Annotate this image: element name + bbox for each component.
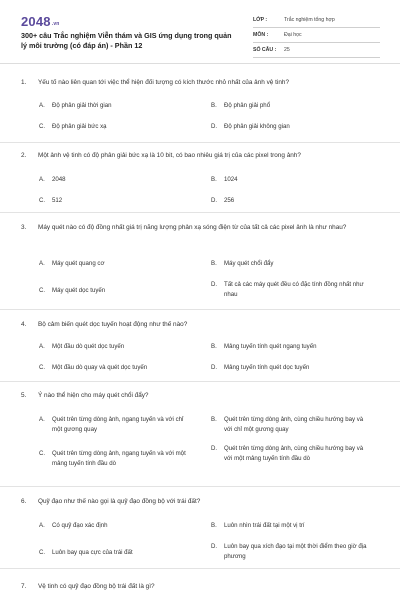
answer-option[interactable]: [39, 363, 189, 373]
info-value: Trắc nghiệm tổng hợp: [284, 17, 335, 23]
question-item: [0, 64, 400, 143]
info-label: MÔN :: [253, 32, 269, 38]
option-text: Độ phân giải thời gian: [52, 102, 112, 109]
question-item: [0, 310, 400, 382]
option-text: Máy quét quang cơ: [52, 260, 105, 267]
info-label: LỚP :: [253, 17, 268, 23]
option-text: Quét trên từng dòng ảnh, cùng chiều hướng bay và với chỉ một gương quay: [224, 416, 364, 433]
option-text: 512: [52, 197, 63, 204]
answer-option[interactable]: [39, 286, 189, 296]
info-row-count: [253, 43, 380, 58]
option-letter: B.: [211, 343, 217, 350]
question-text: 3. Máy quét nào có độ đồng nhất giá trị năng lượng phản xạ sóng điện từ của tất cả các pixel ảnh là như nhau?: [21, 224, 347, 231]
option-text: Luôn bay qua xích đạo tại một thời điểm theo giờ địa phương: [224, 543, 367, 560]
option-letter: C.: [39, 364, 46, 371]
answer-option[interactable]: [211, 196, 371, 206]
option-text: Độ phân giải không gian: [224, 123, 290, 130]
option-letter: C.: [39, 287, 46, 294]
info-panel: [253, 13, 380, 58]
answer-option[interactable]: [211, 415, 371, 434]
option-letter: B.: [211, 416, 217, 423]
option-text: Quét trên từng dòng ảnh, ngang tuyến và với một mảng tuyến tính đầu dò: [52, 450, 186, 467]
option-letter: A.: [39, 260, 45, 267]
question-item: [0, 569, 400, 600]
option-letter: B.: [211, 176, 217, 183]
option-text: Luôn nhìn trái đất tại một vị trí: [224, 522, 305, 529]
option-letter: D.: [211, 281, 218, 288]
answer-option[interactable]: [211, 175, 371, 185]
question-text: 5. Ý nào thể hiện cho máy quét chổi đẩy?: [21, 392, 149, 399]
option-text: 256: [224, 197, 235, 204]
answer-option[interactable]: [211, 122, 371, 132]
option-letter: D.: [211, 543, 218, 550]
option-text: Máy quét chổi đẩy: [224, 260, 274, 267]
option-text: 2048: [52, 176, 66, 183]
option-letter: B.: [211, 102, 217, 109]
question-text: 2. Một ảnh vệ tinh có độ phân giải bức xạ là 10 bit, có bao nhiêu giá trị của các pixel trong ảnh?: [21, 152, 301, 159]
option-letter: A.: [39, 416, 45, 423]
option-text: Độ phân giải phổ: [224, 102, 271, 109]
answer-option[interactable]: [39, 342, 189, 352]
answer-option[interactable]: [39, 196, 189, 206]
option-letter: C.: [39, 197, 46, 204]
answer-option[interactable]: [39, 548, 189, 558]
answer-option[interactable]: [39, 415, 189, 434]
logo-sub: .vn: [51, 21, 60, 27]
question-text: 1. Yếu tố nào liên quan tới việc thể hiện đối tượng có kích thước nhỏ nhất của ảnh vệ tinh?: [21, 79, 289, 86]
option-letter: C.: [39, 450, 46, 457]
option-text: Một đầu dò quét dọc tuyến: [52, 343, 125, 350]
question-number: 1.: [21, 79, 27, 86]
answer-option[interactable]: [211, 444, 371, 463]
question-text: 7. Vệ tinh có quỹ đạo đồng bộ trái đất là gì?: [21, 583, 155, 590]
question-number: 5.: [21, 392, 27, 399]
option-text: Tất cả các máy quét đều có đặc tính đồng nhất như nhau: [224, 281, 364, 298]
question-item: [0, 213, 400, 310]
answer-option[interactable]: [211, 259, 371, 269]
option-letter: B.: [211, 260, 217, 267]
option-text: Quét trên từng dòng ảnh, ngang tuyến và với chỉ một gương quay: [52, 416, 184, 433]
logo-main: 2048: [21, 14, 51, 29]
option-letter: A.: [39, 176, 45, 183]
option-letter: D.: [211, 197, 218, 204]
option-letter: A.: [39, 343, 45, 350]
question-number: 6.: [21, 498, 27, 505]
site-logo[interactable]: [21, 14, 60, 29]
option-letter: C.: [39, 123, 46, 130]
page-header: [0, 0, 400, 64]
answer-option[interactable]: [39, 175, 189, 185]
question-text: 6. Quỹ đạo như thế nào gọi là quỹ đạo đồng bộ với trái đất?: [21, 498, 201, 505]
answer-option[interactable]: [211, 101, 371, 111]
option-letter: A.: [39, 102, 45, 109]
answer-option[interactable]: [211, 280, 371, 299]
answer-option[interactable]: [39, 122, 189, 132]
page-title: 300+ câu Trắc nghiệm Viễn thám và GIS ứng dụng trong quản lý môi trường (có đáp án) - Phần 12: [21, 31, 232, 50]
info-row-subject: [253, 28, 380, 43]
option-text: Máy quét dọc tuyến: [52, 287, 106, 294]
info-value: 25: [284, 47, 290, 53]
option-letter: D.: [211, 445, 218, 452]
answer-option[interactable]: [39, 101, 189, 111]
option-letter: B.: [211, 522, 217, 529]
option-letter: C.: [39, 549, 46, 556]
option-text: Mảng tuyến tính quét ngang tuyến: [224, 343, 317, 350]
option-letter: D.: [211, 123, 218, 130]
info-value: Đại học: [284, 32, 302, 38]
question-item: [0, 487, 400, 569]
question-text: 4. Bộ cảm biến quét dọc tuyến hoạt động như thế nào?: [21, 321, 188, 328]
answer-option[interactable]: [39, 449, 189, 468]
question-number: 3.: [21, 224, 27, 231]
option-letter: A.: [39, 522, 45, 529]
option-text: 1024: [224, 176, 238, 183]
option-text: Mảng tuyến tính quét dọc tuyến: [224, 364, 310, 371]
answer-option[interactable]: [211, 363, 371, 373]
option-text: Một đầu dò quay và quét dọc tuyến: [52, 364, 148, 371]
question-item: [0, 382, 400, 487]
option-text: Độ phân giải bức xạ: [52, 123, 107, 130]
info-label: SỐ CÂU :: [253, 47, 277, 53]
answer-option[interactable]: [211, 521, 371, 531]
answer-option[interactable]: [211, 542, 371, 561]
question-number: 4.: [21, 321, 27, 328]
option-text: Luôn bay qua cực của trái đất: [52, 549, 133, 556]
info-row-class: [253, 13, 380, 28]
answer-option[interactable]: [39, 259, 189, 269]
option-letter: D.: [211, 364, 218, 371]
option-text: Có quỹ đạo xác định: [52, 522, 108, 529]
question-number: 2.: [21, 152, 27, 159]
option-text: Quét trên từng dòng ảnh, cùng chiều hướng bay và với một mảng tuyến tính đầu dò: [224, 445, 364, 462]
answer-option[interactable]: [211, 342, 371, 352]
answer-option[interactable]: [39, 521, 189, 531]
question-number: 7.: [21, 583, 27, 590]
question-item: [0, 143, 400, 213]
